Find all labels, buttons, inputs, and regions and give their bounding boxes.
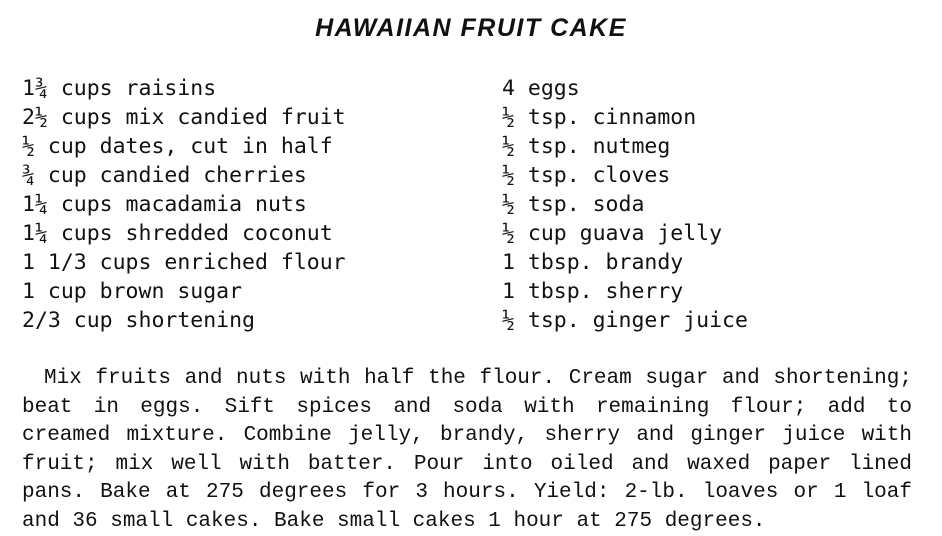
ingredients-right-column	[502, 74, 922, 335]
ingredient-item: ½ cup dates, cut in half	[22, 134, 333, 159]
ingredient-item: 1¾ cups raisins	[22, 76, 217, 101]
ingredient-item: 1 tbsp. sherry	[502, 279, 684, 304]
ingredient-item: 1¼ cups macadamia nuts	[22, 192, 307, 217]
recipe-title: HAWAIIAN FRUIT CAKE	[315, 14, 627, 42]
ingredient-item: 1 1/3 cups enriched flour	[22, 250, 346, 275]
ingredient-item: ¾ cup candied cherries	[22, 163, 307, 188]
ingredient-item: ½ cup guava jelly	[502, 221, 723, 246]
ingredient-item: 2½ cups mix candied fruit	[22, 105, 346, 130]
ingredient-item: 4 eggs	[502, 76, 580, 101]
ingredients-left-column	[22, 74, 492, 335]
ingredient-item: 2/3 cup shortening	[22, 308, 255, 333]
ingredient-item: ½ tsp. nutmeg	[502, 134, 671, 159]
ingredient-item: 1 tbsp. brandy	[502, 250, 684, 275]
ingredient-item: ½ tsp. cinnamon	[502, 105, 697, 130]
ingredient-item: 1¼ cups shredded coconut	[22, 221, 333, 246]
ingredient-item: ½ tsp. cloves	[502, 163, 671, 188]
ingredient-item: ½ tsp. ginger juice	[502, 308, 748, 333]
ingredient-item: ½ tsp. soda	[502, 192, 645, 217]
recipe-instructions: Mix fruits and nuts with half the flour. Cream sugar and shortening; beat in eggs. Sift spices and soda with remaining flour; add to creamed mixture. Combine jelly, brandy, sherry and ginger juice with fruit; mix well with batter. Pour into oiled and waxed paper lined pans. Bake at 275 degrees for 3 hours. Yield: 2-lb. loaves or 1 loaf and 36 small cakes. Bake small cakes 1 hour at 275 degrees.	[22, 367, 912, 533]
ingredient-item: 1 cup brown sugar	[22, 279, 243, 304]
